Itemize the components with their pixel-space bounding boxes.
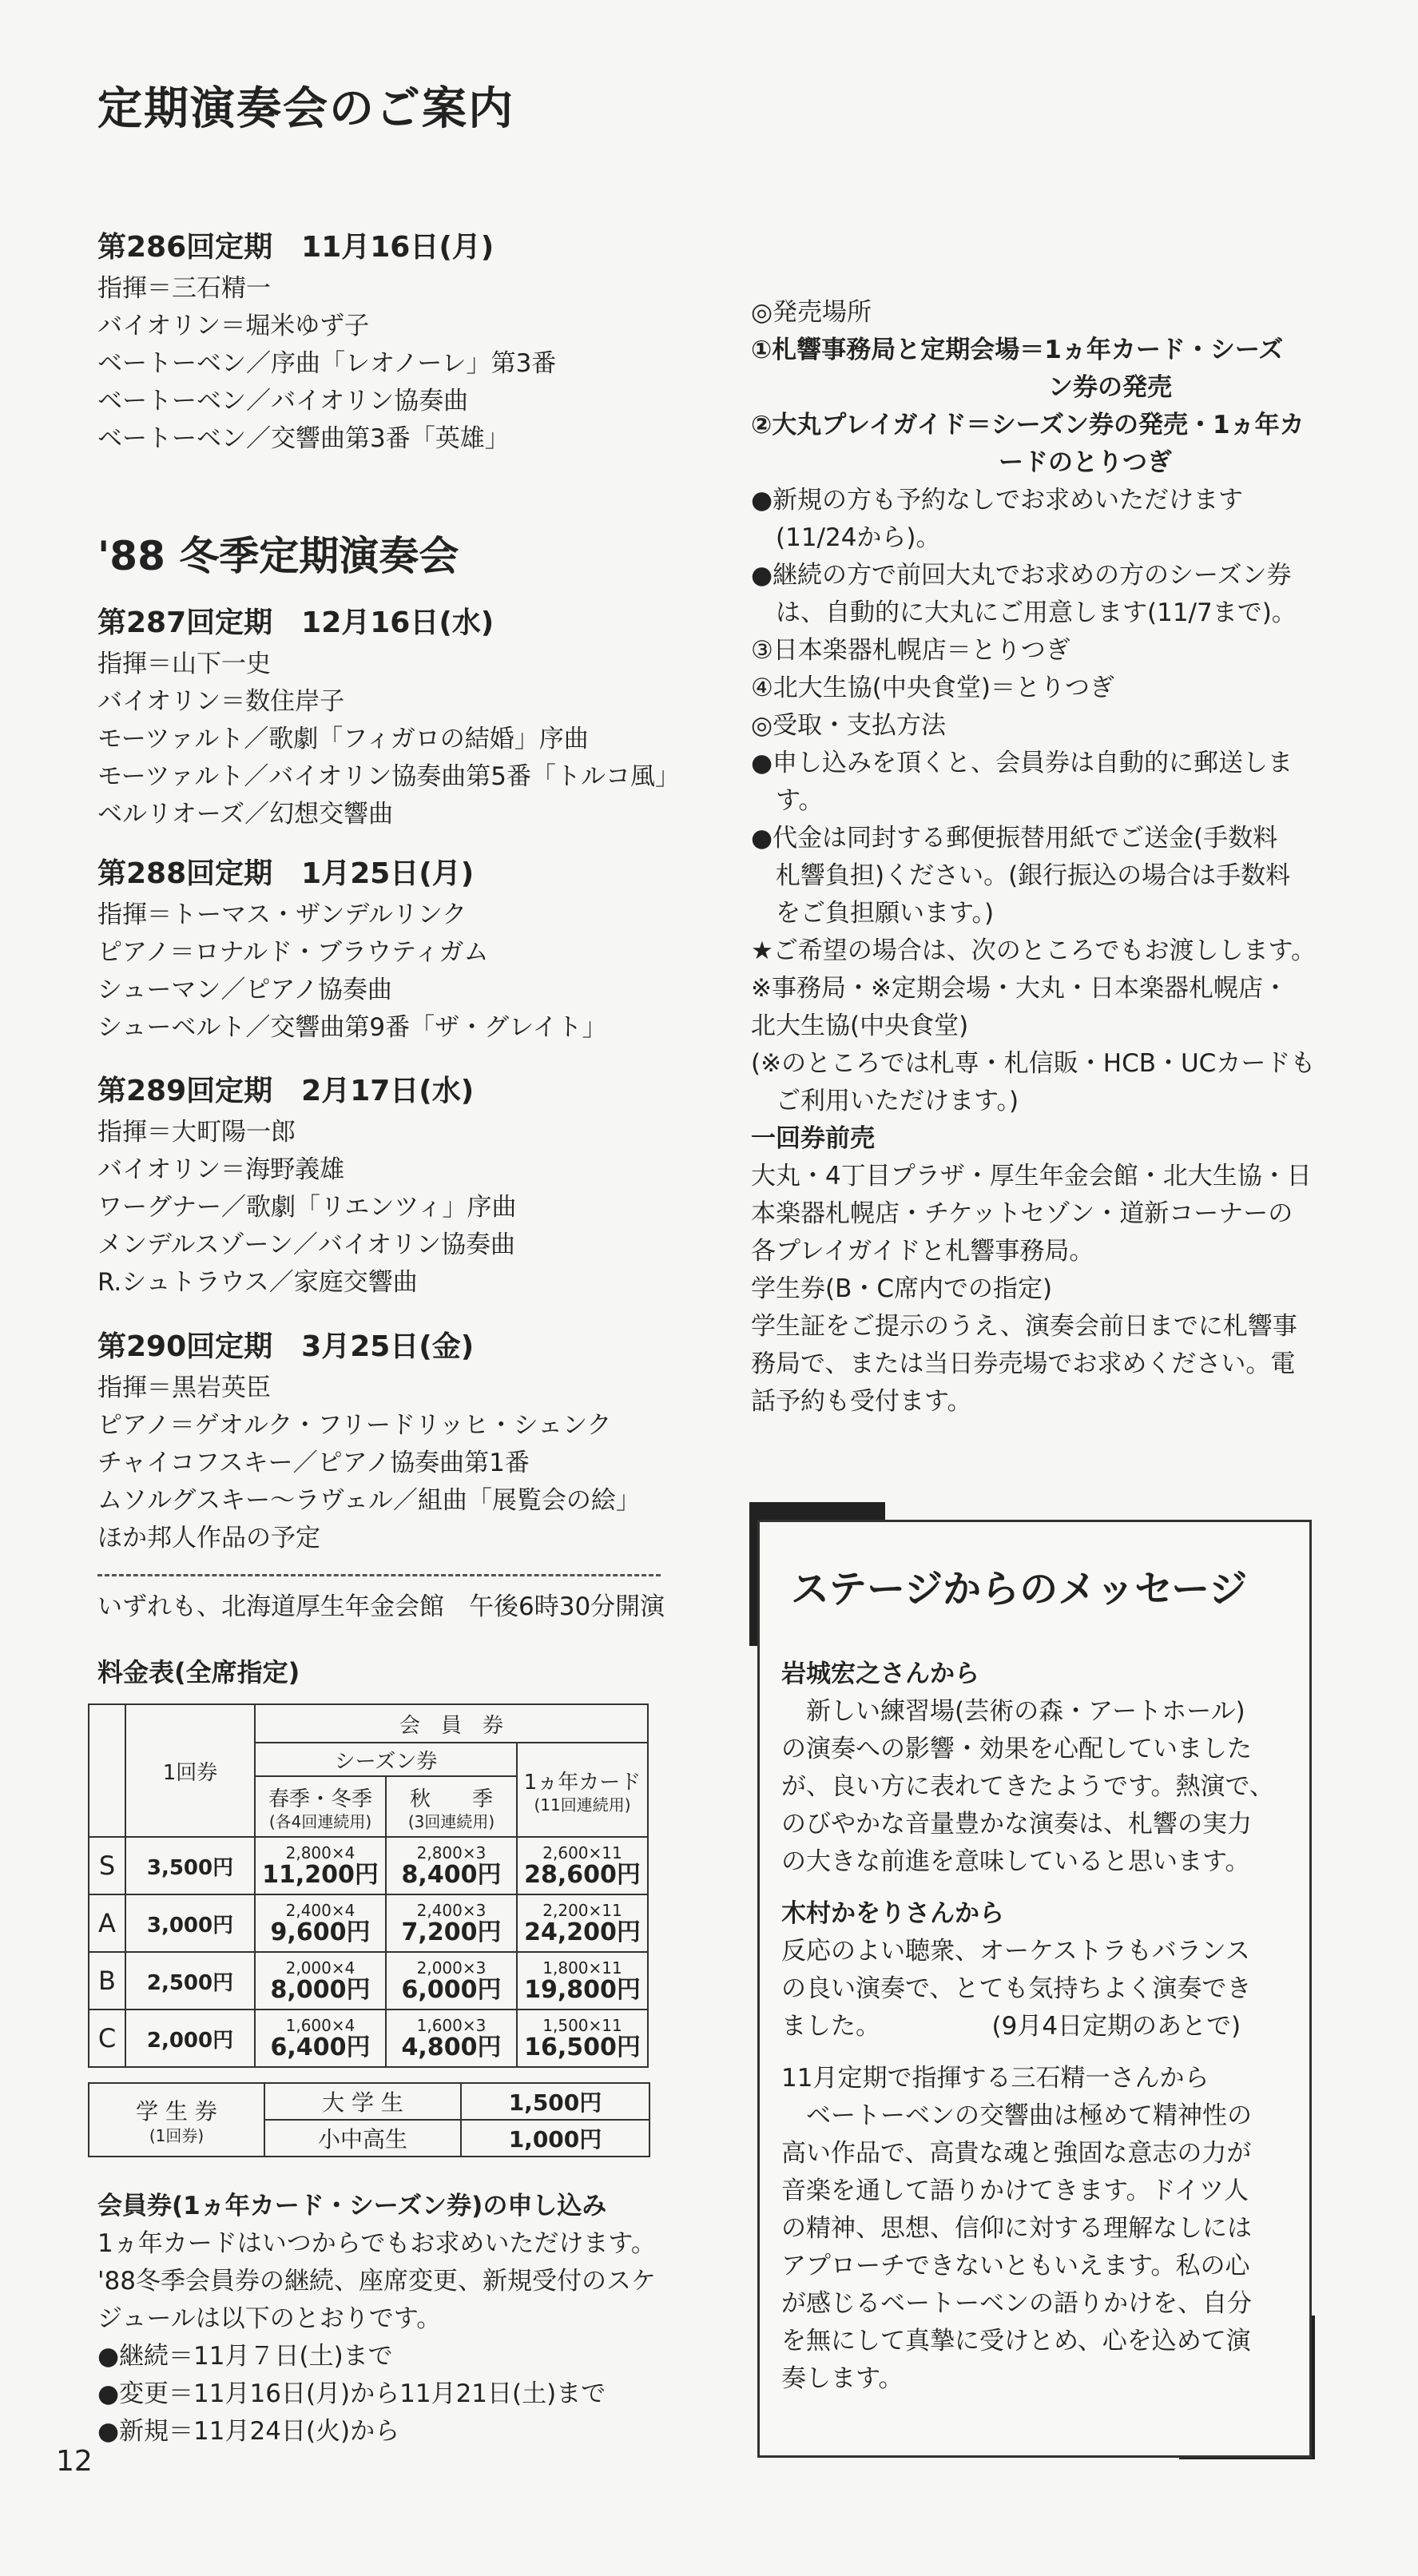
price-class: C [89,2010,125,2067]
price-value: 8,400円 [401,1861,502,1889]
info-line: ②大丸プレイガイド＝シーズン券の発売・1ヵ年カ [751,411,1305,439]
info-line: ン券の発売 [751,373,1172,402]
price-row [89,1894,648,1952]
concert-line: バイオリン＝数住岸子 [97,687,345,716]
info-line: ③日本楽器札幌店＝とりつぎ [751,636,1070,665]
message-author: 岩城宏之さんから [781,1660,979,1688]
info-line: (11/24から)。 [751,523,941,552]
concert-line: 指揮＝三石精一 [97,274,271,303]
message-line: が感じるベートーベンの語りかけを、自分 [781,2289,1252,2318]
price-table [88,1703,649,2068]
concert-line: ピアノ＝ロナルド・ブラウティガム [97,938,489,967]
message-line: ました。 (9月4日定期のあとで) [781,2012,1241,2041]
member-apply-line: 1ヵ年カードはいつからでもお求めいただけます。 [97,2229,656,2258]
info-line: 学生証をご提示のうえ、演奏会前日までに札響事 [751,1312,1297,1341]
price-calc: 2,800×4 [285,1843,355,1862]
info-line: 学生券(B・C席内での指定) [751,1274,1053,1303]
price-header-member: 会 員 券 [255,1704,648,1743]
dashed-divider [97,1574,661,1576]
message-line: の良い演奏で、とても気持ちよく演奏でき [781,1974,1252,2003]
price-single: 2,500円 [125,1952,255,2010]
price-class: B [89,1952,125,2010]
price-single: 2,000円 [125,2010,255,2067]
concert-line: モーツァルト／歌劇「フィガロの結婚」序曲 [97,725,589,753]
price-value: 7,200円 [401,1918,502,1946]
message-line: 奏します。 [781,2364,904,2393]
message-line: の大きな前進を意味していると思います。 [781,1847,1250,1876]
info-line: ④北大生協(中央食堂)＝とりつぎ [751,674,1114,702]
price-calc: 2,200×11 [542,1901,622,1920]
concert-heading: 第286回定期 11月16日(月) [97,231,495,264]
message-line: の精神、思想、信仰に対する理解なしには [781,2214,1252,2243]
message-line: 反応のよい聴衆、オーケストラもバランス [781,1937,1250,1966]
concert-line: ピアノ＝ゲオルク・フリードリッヒ・シェンク [97,1411,612,1440]
member-apply-line: ジュールは以下のとおりです。 [97,2304,442,2333]
concert-line: ベートーベン／交響曲第3番「英雄」 [97,424,510,453]
info-line: 一回券前売 [751,1124,875,1153]
price-header-year-note: (11回連続用) [534,1795,631,1815]
price-header-single: 1回券 [125,1704,255,1837]
price-value: 4,800円 [401,2033,502,2061]
price-single: 3,000円 [125,1894,255,1952]
concert-line: R.シュトラウス／家庭交響曲 [97,1268,418,1297]
price-class: S [89,1837,125,1894]
info-line: ●新規の方も予約なしでお求めいただけます [751,486,1244,515]
concert-line: バイオリン＝海野義雄 [97,1155,345,1184]
price-calc: 2,400×3 [416,1901,487,1920]
price-table-title: 料金表(全席指定) [97,1657,300,1688]
concert-line: 指揮＝山下一史 [97,650,271,678]
concert-line: バイオリン＝堀米ゆず子 [97,312,370,340]
right-column-info [751,294,1342,1421]
message-author: 木村かをりさんから [781,1899,1004,1928]
price-header-springwinter-label: 春季・冬季 [268,1787,372,1811]
info-line: 各プレイガイドと札響事務局。 [751,1237,1094,1266]
member-apply-line: ●変更＝11月16日(月)から11月21日(土)まで [97,2379,606,2408]
message-line: が、良い方に表れてきたようです。熱演で、 [781,1772,1274,1801]
message-box-title: ステージからのメッセージ [791,1567,1248,1612]
price-row [89,1952,648,2010]
student-row-price: 1,500円 [461,2083,649,2120]
price-header-year [517,1743,648,1837]
concert-line: 指揮＝大町陽一郎 [97,1118,296,1147]
price-class: A [89,1894,125,1952]
price-value: 24,200円 [524,1918,641,1946]
info-line: 本楽器札幌店・チケットセゾン・道新コーナーの [751,1199,1293,1228]
concert-line: ほか邦人作品の予定 [97,1524,320,1552]
price-header-autumn [386,1776,517,1837]
info-line: ①札響事務局と定期会場＝1ヵ年カード・シーズ [751,336,1284,364]
concert-heading: 第290回定期 3月25日(金) [97,1330,475,1363]
price-calc: 2,800×3 [416,1843,487,1862]
price-value: 11,200円 [262,1861,379,1889]
student-label-cell [89,2083,264,2157]
student-label-note: (1回券) [149,2126,205,2145]
price-calc: 2,000×3 [416,1958,487,1978]
concert-line: ムソルグスキー～ラヴェル／組曲「展覧会の絵」 [97,1486,641,1515]
concert-289 [97,1069,673,1302]
price-header-springwinter-note: (各4回連続用) [268,1811,372,1831]
price-calc: 1,500×11 [542,2016,622,2035]
price-header-autumn-label: 秋 季 [409,1787,493,1811]
message-line: 高い作品で、高貴な魂と強固な意志の力が [781,2139,1252,2168]
price-header-season: シーズン券 [255,1743,517,1776]
price-value: 6,000円 [401,1976,502,2004]
price-row [89,1837,648,1894]
info-line: す。 [751,786,824,815]
concert-line: 指揮＝黒岩英臣 [97,1373,271,1402]
price-value: 19,800円 [524,1976,641,2004]
message-line: 音楽を通して語りかけてきます。ドイツ人 [781,2176,1249,2205]
info-line: 務局で、または当日券売場でお求めください。電 [751,1350,1296,1378]
concert-287 [97,601,681,833]
student-row-price: 1,000円 [461,2120,649,2157]
student-price-table [88,2082,650,2157]
concert-line: シューベルト／交響曲第9番「ザ・グレイト」 [97,1013,607,1042]
price-header-springwinter [255,1776,386,1837]
page-title: 定期演奏会のご案内 [97,83,514,135]
info-line: ●申し込みを頂くと、会員券は自動的に郵送しま [751,749,1293,777]
price-calc: 2,400×4 [285,1901,355,1920]
info-line: ードのとりつぎ [751,448,1172,477]
concert-heading: 第287回定期 12月16日(水) [97,606,495,639]
price-value: 28,600円 [524,1861,641,1889]
info-line: をご負担願います。) [751,899,995,928]
student-label: 学 生 券 [136,2098,217,2125]
concert-286 [97,225,673,458]
winter-section-title: '88 冬季定期演奏会 [97,533,459,579]
concert-line: チャイコフスキー／ピアノ協奏曲第1番 [97,1449,530,1477]
message-author: 11月定期で指揮する三石精一さんから [781,2064,1209,2093]
member-apply-line: ●新規＝11月24日(火)から [97,2417,400,2446]
concert-290 [97,1325,673,1557]
info-line: ※事務局・※定期会場・大丸・日本楽器札幌店・ [751,974,1288,1003]
concert-line: 指揮＝トーマス・ザンデルリンク [97,900,467,929]
info-line: は、自動的に大丸にご用意します(11/7まで)。 [751,598,1297,627]
concert-line: ベートーベン／序曲「レオノーレ」第3番 [97,349,557,378]
price-header-autumn-note: (3回連続用) [407,1811,495,1831]
message-line: を無にして真摯に受けとめ、心を込めて演 [781,2327,1251,2355]
price-calc: 1,800×11 [542,1958,622,1978]
concert-line: ベルリオーズ／幻想交響曲 [97,800,394,829]
info-line: ◎発売場所 [751,298,872,327]
price-value: 16,500円 [524,2033,641,2061]
concert-line: モーツァルト／バイオリン協奏曲第5番「トルコ風」 [97,762,681,791]
message-line: アプローチできないともいえます。私の心 [781,2252,1250,2280]
price-calc: 1,600×3 [416,2016,487,2035]
info-line: ご利用いただけます。) [751,1087,1019,1115]
concert-line: シューマン／ピアノ協奏曲 [97,976,392,1004]
info-line: 大丸・4丁目プラザ・厚生年金会館・北大生協・日 [751,1162,1312,1191]
info-line: (※のところでは札専・札信販・HCB・UCカードも [751,1049,1316,1078]
concert-line: メンデルスゾーン／バイオリン協奏曲 [97,1230,515,1259]
member-apply-line: '88冬季会員券の継続、座席変更、新規受付のスケ [97,2267,656,2296]
price-header-year-label: 1ヵ年カード [523,1770,641,1795]
message-line: ベートーベンの交響曲は極めて精神性の [781,2101,1252,2130]
student-row-name: 小中高生 [264,2120,461,2157]
concert-heading: 第289回定期 2月17日(水) [97,1075,475,1107]
price-single: 3,500円 [125,1837,255,1894]
info-line: 北大生協(中央食堂) [751,1012,969,1040]
concert-line: ワーグナー／歌劇「リエンツィ」序曲 [97,1193,517,1222]
info-line: 話予約も受付ます。 [751,1387,972,1416]
message-box-content [781,1656,1293,2398]
price-value: 6,400円 [270,2033,371,2061]
info-line: ●継続の方で前回大丸でお求めの方のシーズン券 [751,561,1292,590]
message-line: のびやかな音量豊かな演奏は、札響の実力 [781,1810,1252,1839]
price-row [89,2010,648,2067]
info-line: ●代金は同封する郵便振替用紙でご送金(手数料 [751,824,1278,853]
info-line: 札響負担)ください。(銀行振込の場合は手数料 [751,861,1291,890]
price-calc: 2,000×4 [285,1958,355,1978]
member-apply-line: ●継続＝11月７日(土)まで [97,2342,393,2371]
page-number: 12 [56,2445,93,2478]
price-calc: 2,600×11 [542,1843,622,1862]
member-apply-heading: 会員券(1ヵ年カード・シーズン券)の申し込み [97,2192,607,2220]
info-line: ◎受取・支払方法 [751,711,947,740]
concert-line: ベートーベン／バイオリン協奏曲 [97,387,469,415]
info-line: ★ご希望の場合は、次のところでもお渡しします。 [751,936,1316,965]
message-line: 新しい練習場(芸術の森・アートホール) [781,1697,1245,1726]
concert-288 [97,852,673,1047]
message-line: の演奏への影響・効果を心配していました [781,1735,1252,1763]
price-value: 8,000円 [270,1976,371,2004]
venue-note: いずれも、北海道厚生年金会館 午後6時30分開演 [97,1592,665,1621]
student-row-name: 大 学 生 [264,2083,461,2120]
price-calc: 1,600×4 [285,2016,355,2035]
concert-heading: 第288回定期 1月25日(月) [97,857,475,890]
price-value: 9,600円 [270,1918,371,1946]
member-application [97,2188,673,2451]
